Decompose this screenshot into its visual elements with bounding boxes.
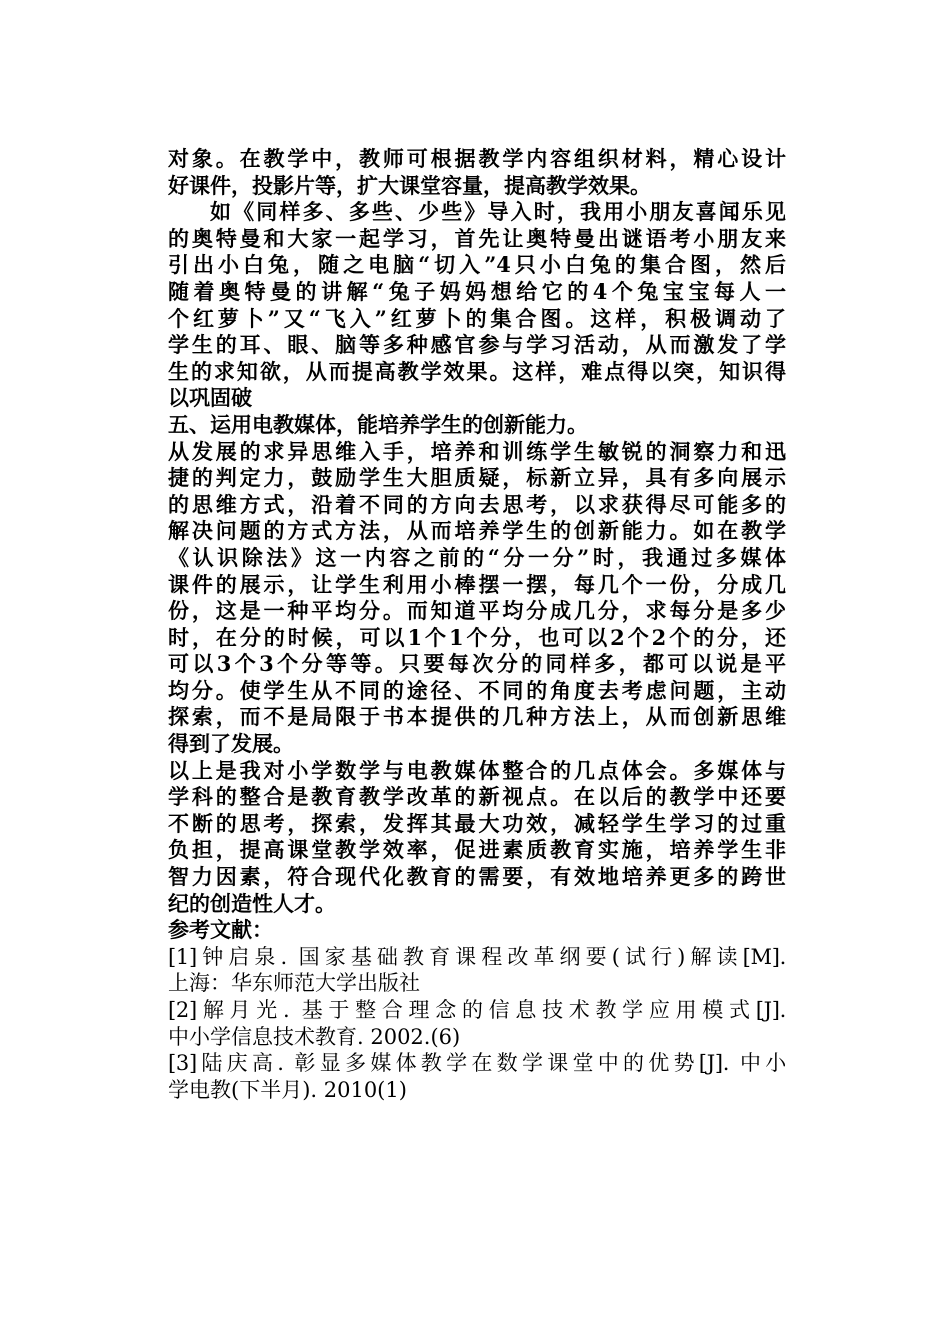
text-line: 学生的耳、眼、脑等多种感官参与学习活动，从而激发了学 [168, 332, 786, 358]
text-line: 课件的展示，让学生利用小棒摆一摆，每几个一份，分成几 [168, 571, 786, 597]
text-line: 均分。使学生从不同的途径、不同的角度去考虑问题，主动 [168, 677, 786, 703]
text-line: 解决问题的方式方法，从而培养学生的创新能力。如在教学 [168, 518, 786, 544]
text-line: 对象。在教学中，教师可根据教学内容组织材料，精心设计 [168, 146, 786, 171]
reference-line: 上海：华东师范大学出版社 [168, 971, 420, 996]
reference-line: [3]陆庆高. 彰显多媒体教学在数学课堂中的优势[J]. 中小 [168, 1051, 786, 1076]
reference-line: 中小学信息技术教育. 2002.(6) [168, 1024, 461, 1049]
text-line: 好课件，投影片等，扩大课堂容量，提高教学效果。 [168, 172, 651, 198]
text-line: 学科的整合是教育教学改革的新视点。在以后的教学中还要 [168, 784, 786, 810]
text-line: 负担，提高课堂教学效率，促进素质教育实施，培养学生非 [168, 837, 786, 863]
reference-line: [1]钟启泉. 国家基础教育课程改革纲要(试行)解读[M]. [168, 944, 786, 969]
text-line: 纪的创造性人才。 [168, 890, 336, 916]
reference-line: 学电教(下半月). 2010(1) [168, 1077, 407, 1102]
reference-line: [2]解月光. 基于整合理念的信息技术教学应用模式[J]. [168, 998, 786, 1022]
section-heading: 五、运用电教媒体，能培养学生的创新能力。 [168, 411, 588, 437]
text-line: 从发展的求异思维入手，培养和训练学生敏锐的洞察力和迅 [168, 438, 786, 464]
document-body [168, 146, 786, 1103]
text-line: 的奥特曼和大家一起学习，首先让奥特曼出谜语考小朋友来 [168, 225, 786, 251]
text-line: 时，在分的时候，可以1个1个分，也可以2个2个的分，还 [168, 624, 786, 650]
text-line: 以巩固破 [168, 385, 252, 411]
text-line: 智力因素，符合现代化教育的需要，有效地培养更多的跨世 [168, 864, 786, 890]
text-line: 探索，而不是局限于书本提供的几种方法上，从而创新思维 [168, 704, 786, 730]
text-line: 《认识除法》这一内容之前的“分一分”时，我通过多媒体 [168, 544, 786, 570]
text-line: 可以3个3个分等等。只要每次分的同样多，都可以说是平 [168, 651, 786, 677]
text-line: 生的求知欲，从而提高教学效果。这样，难点得以突，知识得 [168, 358, 786, 384]
paragraph-start-line: 如《同样多、多些、少些》导入时，我用小朋友喜闻乐见 [210, 199, 786, 225]
text-line: 以上是我对小学数学与电教媒体整合的几点体会。多媒体与 [168, 757, 786, 783]
text-line: 得到了发展。 [168, 731, 294, 757]
text-line: 随着奥特曼的讲解“兔子妈妈想给它的4个兔宝宝每人一 [168, 278, 786, 304]
text-line: 个红萝卜”又“飞入”红萝卜的集合图。这样，积极调动了 [168, 305, 786, 331]
text-line: 份，这是一种平均分。而知道平均分成几分，求每分是多少 [168, 598, 786, 624]
references-heading: 参考文献： [168, 917, 273, 943]
text-line: 不断的思考，探索，发挥其最大功效，减轻学生学习的过重 [168, 810, 786, 836]
text-line: 捷的判定力，鼓励学生大胆质疑，标新立异，具有多向展示 [168, 465, 786, 491]
text-line: 的思维方式，沿着不同的方向去思考，以求获得尽可能多的 [168, 491, 786, 517]
text-line: 引出小白兔，随之电脑“切入”4只小白兔的集合图，然后 [168, 252, 786, 278]
